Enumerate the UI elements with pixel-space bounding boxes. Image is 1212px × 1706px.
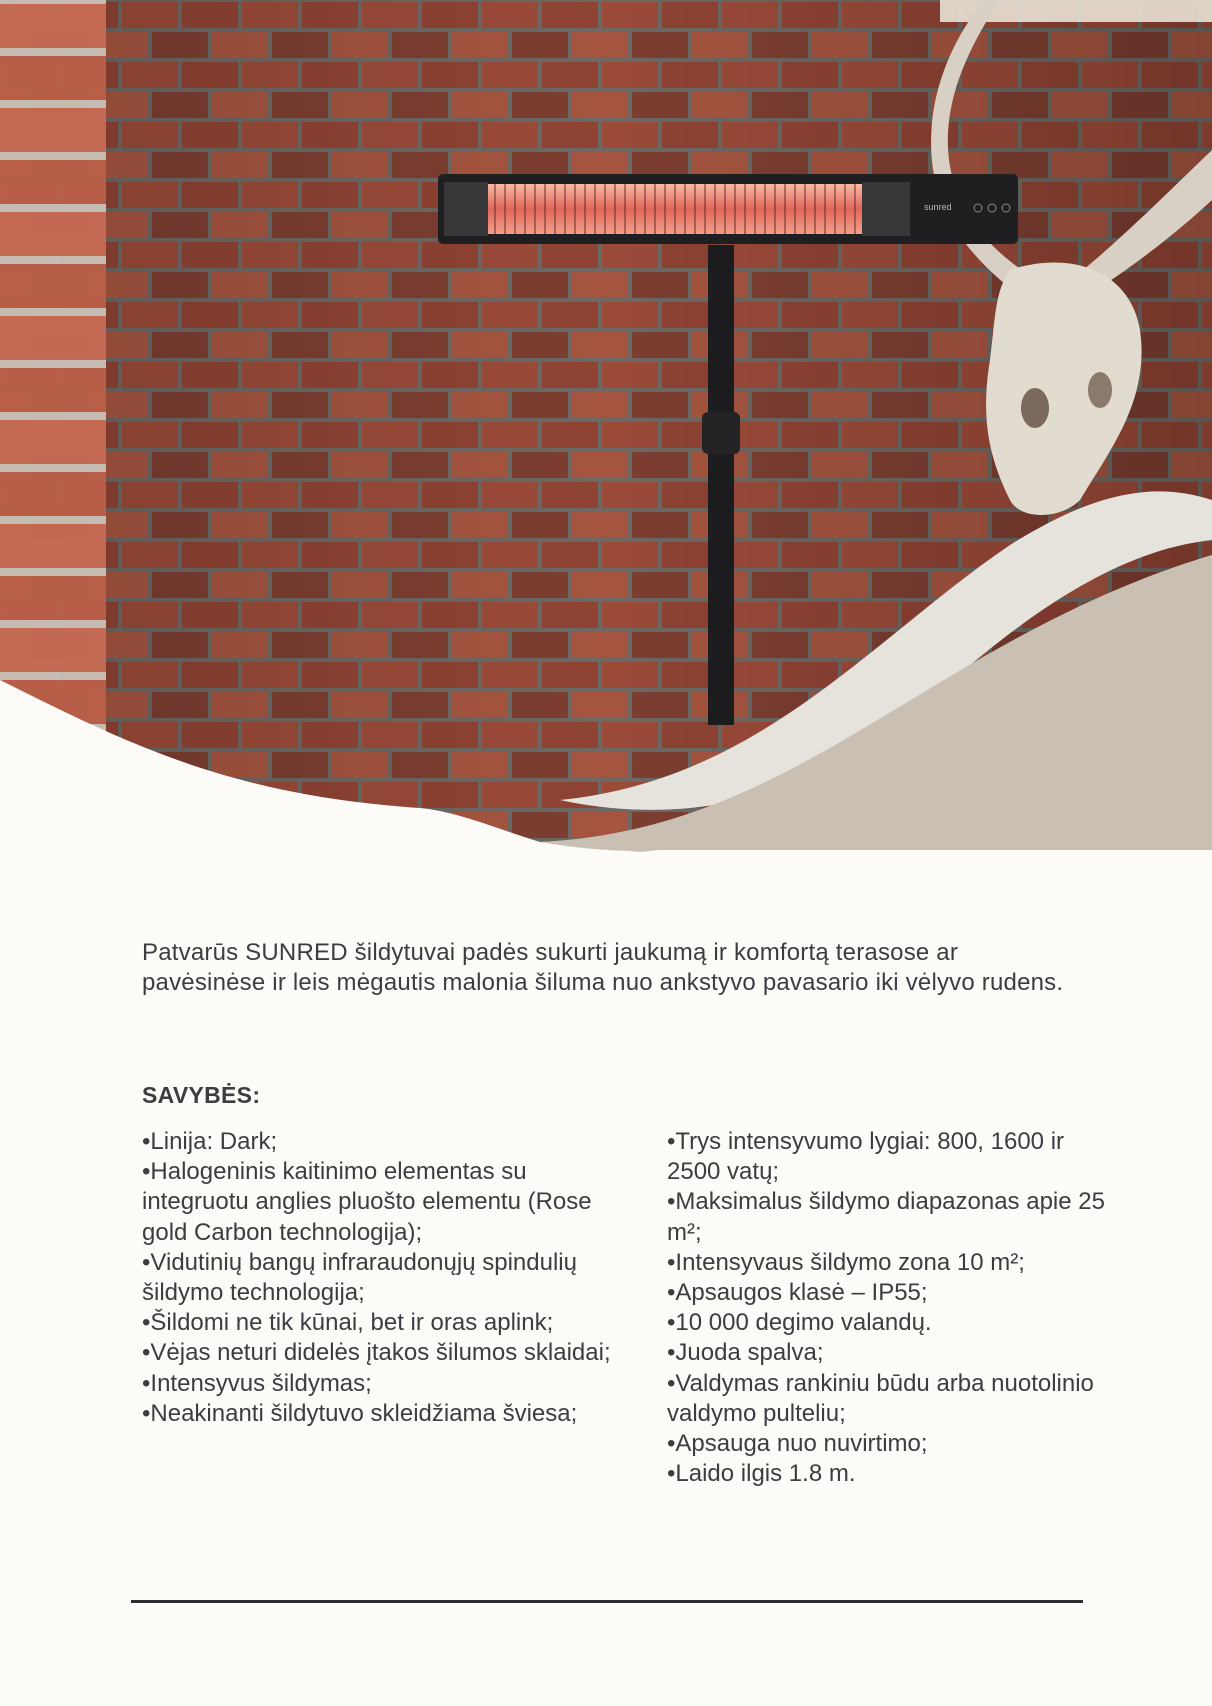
feature-item: • Linija: Dark;: [142, 1127, 632, 1157]
feature-item: • Intensyvaus šildymo zona 10 m²;: [667, 1248, 1107, 1278]
feature-item: • Apsauga nuo nuvirtimo;: [667, 1429, 1107, 1459]
feature-item: • Apsaugos klasė – IP55;: [667, 1278, 1107, 1308]
feature-item: • Vėjas neturi didelės įtakos šilumos sklaidai;: [142, 1338, 632, 1368]
feature-item: • Halogeninis kaitinimo elementas su integruotu anglies pluošto elementu (Rose gold Carbon technologija);: [142, 1157, 632, 1248]
heater-brand-label: sunred: [924, 202, 952, 212]
feature-item: • Juoda spalva;: [667, 1338, 1107, 1368]
features-list-left: [142, 1127, 632, 1429]
heater-pole: [708, 245, 734, 725]
features-list-right: [667, 1127, 1107, 1489]
heater-head: [438, 174, 1018, 244]
feature-item: • Intensyvus šildymas;: [142, 1369, 632, 1399]
feature-item: • Šildomi ne tik kūnai, bet ir oras aplink;: [142, 1308, 632, 1338]
feature-item: • 10 000 degimo valandų.: [667, 1308, 1107, 1338]
feature-item: • Vidutinių bangų infraraudonųjų spindulių šildymo technologija;: [142, 1248, 632, 1308]
feature-item: • Laido ilgis 1.8 m.: [667, 1459, 1107, 1489]
feature-item: • Valdymas rankiniu būdu arba nuotolinio valdymo pulteliu;: [667, 1369, 1107, 1429]
footer-divider: [131, 1600, 1083, 1603]
intro-paragraph: Patvarūs SUNRED šildytuvai padės sukurti jaukumą ir komfortą terasose ar pavėsinėse ir leis mėgautis malonia šiluma nuo ankstyvo pavasario iki vėlyvo rudens.: [142, 939, 1064, 996]
feature-item: • Neakinanti šildytuvo skleidžiama šviesa;: [142, 1399, 632, 1429]
feature-item: • Maksimalus šildymo diapazonas apie 25 m²;: [667, 1187, 1107, 1247]
features-heading: SAVYBĖS:: [142, 1082, 261, 1108]
feature-item: • Trys intensyvumo lygiai: 800, 1600 ir 2500 vatų;: [667, 1127, 1107, 1187]
